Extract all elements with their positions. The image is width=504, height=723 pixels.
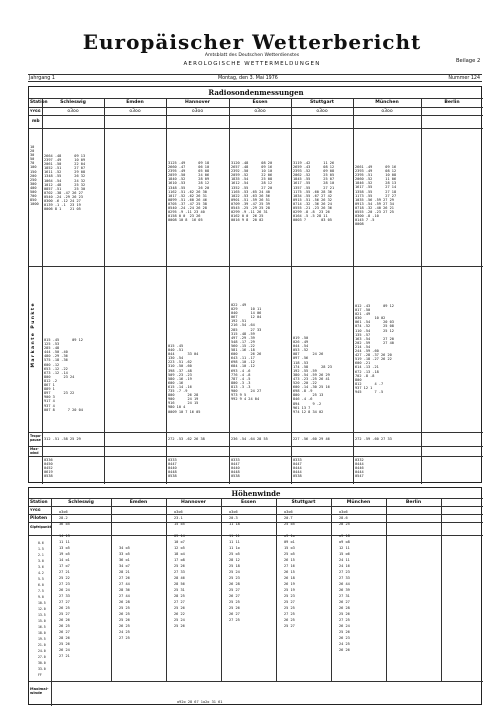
section-heading: AEROLOGISCHE WETTERMELDUNGEN bbox=[183, 61, 321, 67]
subtitle: Amtsblatt des Deutschen Wetterdienstes bbox=[204, 53, 300, 58]
station-name: Berlin bbox=[444, 100, 460, 105]
maxwind-codes: 0332 0444 0446 0444 0547 bbox=[355, 458, 364, 479]
piloten-label: Piloten bbox=[30, 516, 48, 521]
tropopause-value: 272 -59 -60 27 33 bbox=[355, 437, 392, 441]
radiosonde-title: Radiosondenmessungen bbox=[208, 88, 304, 97]
issue-line bbox=[28, 74, 482, 82]
obs-time: o3oo bbox=[381, 109, 393, 114]
sig-points-hannover: 015 -45 040 -51 044 33 04 130 -54 223 -51 -62 310 -50 -60 398 -37 -48 509 -23 -23 580 -16 -19 600 -16 615 -14 -16 735 -7 -9 800 26 28 900 24 19 916 24 15 980 10 4 0009 10 7 16 05 bbox=[168, 344, 201, 414]
issue-number: Nummer 124 bbox=[448, 76, 480, 81]
sig-points-muenchen: 012 -43 09 12 017 -50 021 -49 030 10 02 061 -54 20 03 074 -52 25 08 110 -54 25 12 135 -57 163 -54 27 20 202 -59 27 40 214 -54 244 -59 -60 427 -28 -37 26 20 519 -18 -27 26 22 600 -21 614 -13 -21 672 -13 -18 702 -8 -8 800 812 4 -7 937 12 1 945 7 -5 bbox=[355, 304, 394, 394]
obs-time: o3oo bbox=[254, 109, 266, 114]
station-name: Hannover bbox=[184, 100, 211, 105]
pressure-levels: 10 20 30 50 70 100 150 200 250 300 400 500 700 850 1000 bbox=[30, 145, 39, 207]
tropopause-value: 236 -54 -64 28 55 bbox=[231, 437, 268, 441]
obs-time: o3oo bbox=[191, 109, 204, 114]
issue-date: Montag, den 3. Mai 1976 bbox=[218, 76, 278, 81]
winds-hannover: o3o6 23.1 15 o5 09 14 10 o7 12 o5 18 o4 17 o8 25 26 27 33 28 46 28 56 25 31 28 25 27 27 25 26 26 22 25 24 25 26 bbox=[174, 510, 185, 628]
winds-emden: 34 o5 33 o5 36 o1 34 o7 28 21 27 26 27 44 28 36 27 44 26 28 25 25 26 25 25 26 26 25 24 25 27 25 bbox=[119, 546, 130, 640]
maxwind-codes: 0333 0447 0440 0448 0538 bbox=[168, 458, 177, 479]
tropopause-label: Tropo-pause bbox=[30, 434, 42, 442]
obs-time: o3oo bbox=[129, 109, 141, 114]
sig-points-stuttgart: 019 -50 026 -49 044 -54 053 -52 087 24 26 097 -56 118 -53 174 -58 28 23 192 -55 -59 380 -54 -59 26 29 473 -23 -25 26 41 520 -20 -22 600 -14 -30 25 16 698 -8 -9 800 25 13 846 -4 -6 894 9 -2 961 13 7 974 12 8 34 02 bbox=[293, 336, 332, 414]
hoehenwinde-table bbox=[28, 487, 482, 705]
std-levels-essen: 3120 -48 08 20 2657 -48 09 16 2392 -50 10 10 2059 -52 22 06 1835 -54 25 08 1612 -54 28 12 1352 -55 27 20 1165 -53 -65 24 40 1022 -53 -63 26 56 0901 -51 -59 26 51 0709 -39 -47 25 39 0545 -25 -29 25 28 0299 -9 -11 26 31 0162 0 0 26 25 0016 9 8 20 02 bbox=[231, 161, 273, 223]
obs-time: o3oo bbox=[316, 109, 328, 114]
beilage-label: Beilage 2 bbox=[456, 58, 481, 64]
gipfelpunkt-label: Gipfelpunkt bbox=[30, 525, 52, 529]
jahrgang: Jahrgang 1 bbox=[29, 76, 55, 81]
maximalwinde-label: Maximal-winde bbox=[30, 687, 49, 695]
station-name: Schleswig bbox=[68, 500, 94, 505]
winds-essen: o3o6 20.3 11 18 11 11 11 11 11 1o 25 o5 28 12 25 18 25 24 25 23 26 28 25 27 26 27 25 25 25 26 26 27 27 25 bbox=[229, 510, 240, 622]
tropopause-value: 312 -51 -58 25 29 bbox=[44, 437, 81, 441]
std-levels-schleswig: 2664 -48 09 13 2397 -49 10 09 2061 -50 22 04 1852 -51 27 07 1611 -52 29 08 1348 -55 26 32 1064 -54 24 32 1012 -48 25 32 0857 -51 25 30 0702 -38 -47 26 27 0540 -24 -29 26 23 0300 -6 -12 24 27 0139 -1 -1 23 19 0006 8 1 21 05 bbox=[44, 154, 86, 212]
std-levels-hannover: 3125 -49 09 18 2660 -47 06 10 2395 -49 05 08 2059 -50 24 06 1840 -52 28 09 1610 -53 28 12 1348 -55 26 20 1162 -51 -62 26 30 1017 -52 -62 26 31 0899 -51 -60 26 46 0705 -37 -47 25 38 0540 -24 -24 26 28 0295 -9 -11 23 40 0158 0 0 23 26 0008 10 8 16 05 bbox=[168, 161, 210, 223]
winds-schleswig: o3o6 28.2 36 o5 14 13 11 11 13 o5 19 o5 14 o1 17 o7 27 21 25 22 27 23 26 24 27 33 27 27 26 25 25 27 26 26 26 25 26 27 28 26 25 26 26 24 27 21 bbox=[59, 510, 70, 658]
maxwind-codes: 0336 0450 0452 0619 0538 bbox=[44, 458, 53, 479]
station-label: Station bbox=[30, 500, 48, 505]
maxwind-codes: 0333 0447 0444 0444 0538 bbox=[293, 458, 302, 479]
maxwind-codes: 0333 0447 0440 0448 0538 bbox=[231, 458, 240, 479]
station-name: Stuttgart bbox=[291, 500, 316, 505]
tropopause-value: 227 -56 -60 29 46 bbox=[293, 437, 330, 441]
std-levels-stuttgart: 3119 -42 11 26 2659 -43 08 12 2393 -52 09 08 2062 -52 25 05 1845 -55 25 07 1617 -55 28 10 1357 -55 27 21 1175 -55 -60 28 36 1034 -55 -67 27 42 0915 -51 -56 26 32 0714 -32 -36 26 24 0555 -21 -23 26 36 0299 -8 -8 23 26 0164 -5 -5 28 11 0003 ? 03 05 bbox=[293, 161, 335, 223]
station-name: Schleswig bbox=[60, 100, 86, 105]
station-name: München bbox=[375, 100, 399, 105]
markante-punkte-label: Markante Punkte bbox=[31, 302, 36, 368]
station-name: Stuttgart bbox=[309, 100, 335, 105]
yygg-label: YYGG bbox=[30, 508, 41, 512]
station-name: Emden bbox=[126, 100, 144, 105]
radiosonde-table bbox=[28, 86, 482, 483]
maxwind-label: Max-wind bbox=[30, 447, 39, 455]
hoehenwinde-title: Höhenwinde bbox=[231, 489, 281, 498]
winds-muenchen: o3o6 28.6 28 25 o9 18 o9 o8 12 11 15 o6 24 11 24 16 27 23 27 33 26 44 26 39 27 31 26 27 26 28 25 26 27 25 26 24 25 26 26 23 24 25 26 26 bbox=[339, 510, 350, 652]
maxwind-footer: o92o 28 67 1o2o 31 61 bbox=[177, 700, 223, 704]
winds-stuttgart: o3o6 20.T 25 o5 o9 1o 09 o1 15 o3 25 o5 26 15 27 16 26 15 26 18 26 19 25 19 25 23 25 27 25 25 27 25 26 25 25 27 bbox=[284, 510, 295, 628]
yygg-label: YYGG bbox=[30, 109, 41, 113]
page-title: Europäischer Wetterbericht bbox=[82, 30, 422, 54]
station-name: München bbox=[346, 500, 371, 505]
sig-points-schleswig: 015 -45 09 12 125 -53 285 -48 444 -50 -40 480 -29 -36 575 -18 -36 600 -12 653 -12 -22 673 -12 -14 800 23 24 812 -2 867 1 889 1 897 23 22 900 3 917 4 937 4 007 8 7 20 04 bbox=[44, 338, 83, 412]
mb-label: mb bbox=[32, 119, 40, 124]
station-name: Emden bbox=[129, 500, 148, 505]
height-levels: 0.6 1.5 2.1 3.0 3.6 4.2 5.5 6.0 7.5 9.0 10.5 12.0 13.5 15.0 16.5 18.0 19.5 21.0 24.0 27.0 30.0 33.0 FF bbox=[38, 541, 46, 677]
sig-points-essen: 022 -49 029 10 11 040 14 06 067 12 04 192 -51 216 -54 -64 285 27 33 315 -48 -59 497 -29 -39 548 -17 -29 560 -15 -22 581 -16 -18 600 26 26 643 -11 -17 698 -10 -12 684 -10 -12 693 -4 -6 776 -4 -8 787 -4 -5 800 -3 -3 813 -3 -3 900 24 27 973 9 5 992 9 4 24 04 bbox=[231, 303, 262, 402]
station-name: Essen bbox=[241, 500, 256, 505]
station-name: Essen bbox=[252, 100, 268, 105]
tropopause-value: 272 -53 -62 26 38 bbox=[168, 437, 205, 441]
obs-time: o3oo bbox=[67, 109, 79, 114]
station-label: Station bbox=[30, 100, 48, 105]
station-name: Hannover bbox=[180, 500, 207, 505]
std-levels-muenchen: 2661 -49 09 16 2393 -49 08 12 2395 -51 10 08 2060 -52 11 06 1846 -52 28 13 1617 -55 27 14 1358 -55 27 18 1173 -55 27 27 1035 -56 -59 27 29 0913 -54 -59 27 34 0718 -32 -40 26 21 0555 -20 -23 27 25 0300 -8 -10 0145 7 -5 0008 bbox=[355, 165, 397, 227]
station-name: Berlin bbox=[405, 500, 422, 505]
